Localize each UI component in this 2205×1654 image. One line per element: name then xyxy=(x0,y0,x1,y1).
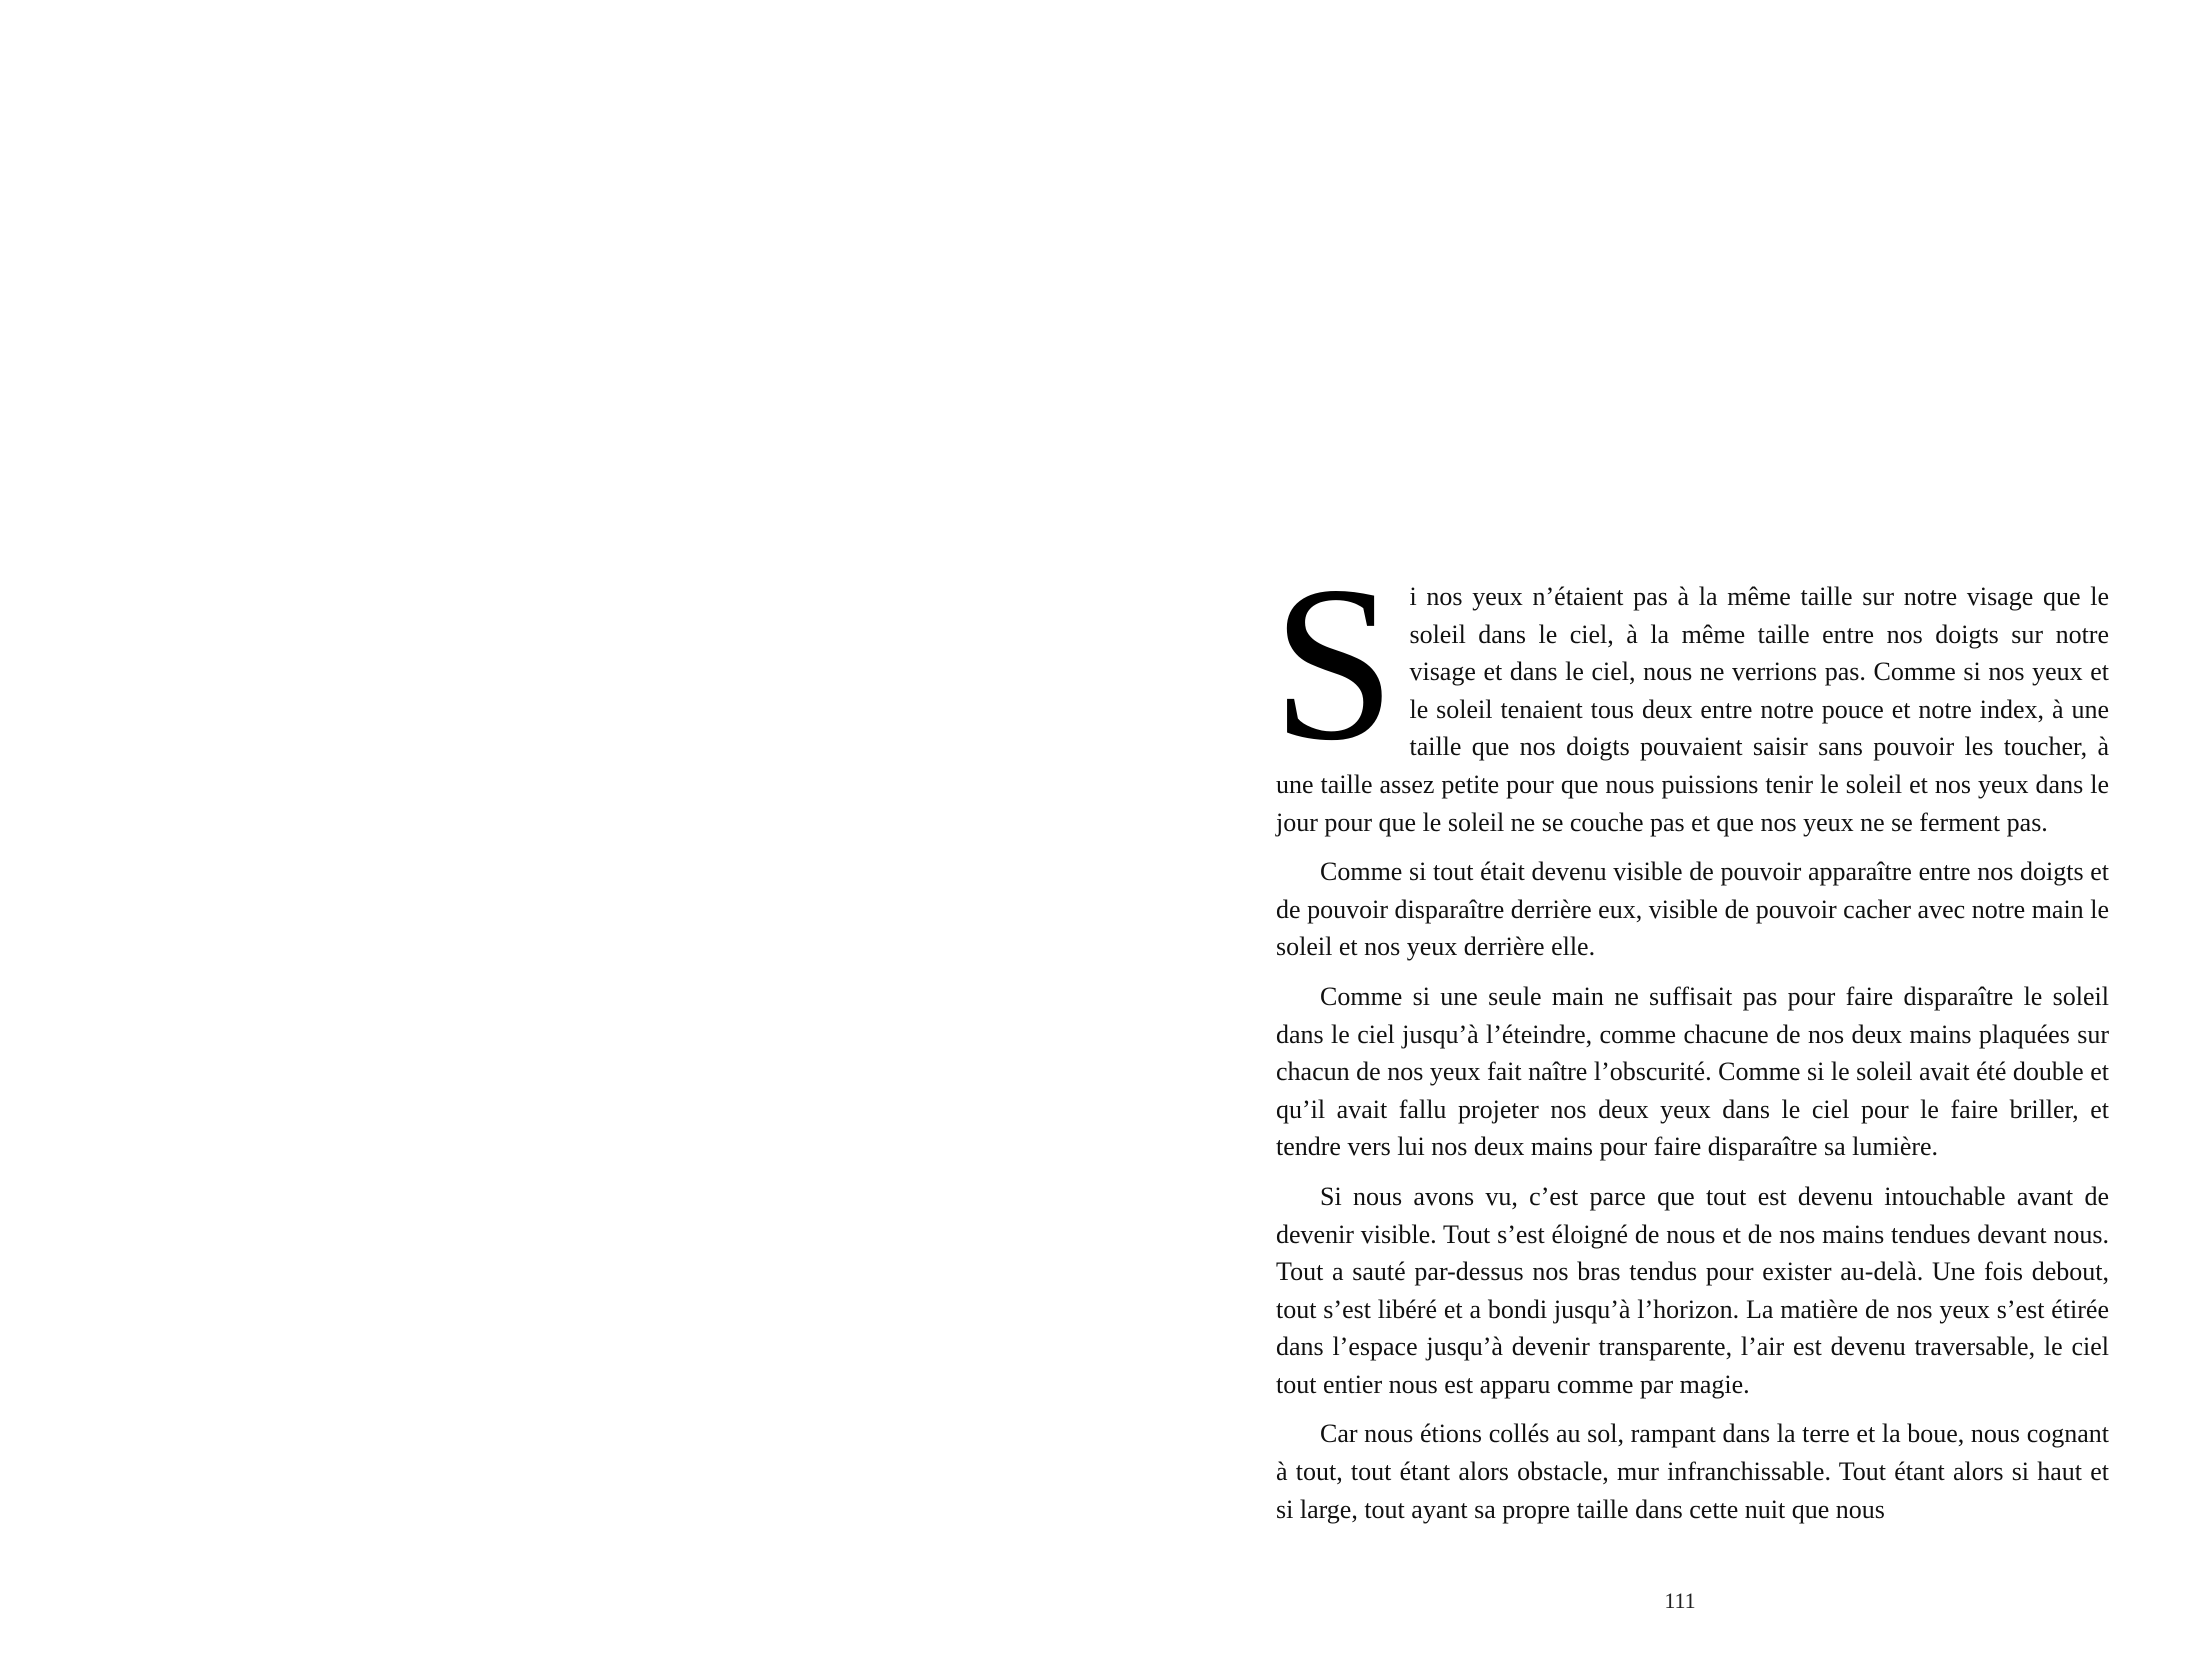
drop-cap: S xyxy=(1272,541,1396,787)
paragraph-4: Si nous avons vu, c’est parce que tout est devenu intouchable avant de devenir visible. Tout s’est éloigné de nous et de nos mains tendues devant nous. Tout a sauté par-dessus nos bras tendus pour exister au-delà. Une fois debout, tout s’est libéré et a bondi jusqu’à l’horizon. La matière de nos yeux s’est étirée dans l’espace jusqu’à devenir transparente, l’air est devenu traversable, le ciel tout entier nous est apparu comme par magie. xyxy=(1276,1181,2109,1399)
paragraph-2: Comme si tout était devenu visible de pouvoir apparaître entre nos doigts et de pouvoir disparaître derrière eux, visible de pouvoir cacher avec notre main le soleil et nos yeux derrière elle. xyxy=(1276,857,2109,962)
body-text xyxy=(1272,541,2109,1540)
blank-left-page xyxy=(0,0,1102,1654)
paragraph-5: Car nous étions collés au sol, rampant dans la terre et la boue, nous cognant à tout, tout étant alors obstacle, mur infranchissable. Tout étant alors si haut et si large, tout ayant sa propre taille dans cette nuit que nous xyxy=(1276,1419,2109,1524)
paragraph-1 xyxy=(1272,541,2109,841)
paragraph-3: Comme si une seule main ne suffisait pas pour faire disparaître le soleil dans le ciel jusqu’à l’éteindre, comme chacune de nos deux mains plaquées sur chacun de nos yeux fait naître l’obscurité. Comme si le soleil avait été double et qu’il avait fallu projeter nos deux yeux dans le ciel pour le faire briller, et tendre vers lui nos deux mains pour faire disparaître sa lumière. xyxy=(1276,981,2109,1162)
page-number: 111 xyxy=(1664,1588,1696,1613)
paragraph-1-text: i nos yeux n’étaient pas à la même taille sur notre visage que le soleil dans le ciel, à la même taille entre nos doigts sur notre visage et dans le ciel, nous ne verrions pas. Comme si nos yeux et le soleil tenaient tous deux entre notre pouce et notre index, à une taille que nos doigts pouvaient saisir sans pouvoir les toucher, à une taille assez petite pour que nous puissions tenir le soleil et nos yeux dans le jour pour que le soleil ne se couche pas et que nos yeux ne se ferment pas. xyxy=(1276,582,2109,837)
